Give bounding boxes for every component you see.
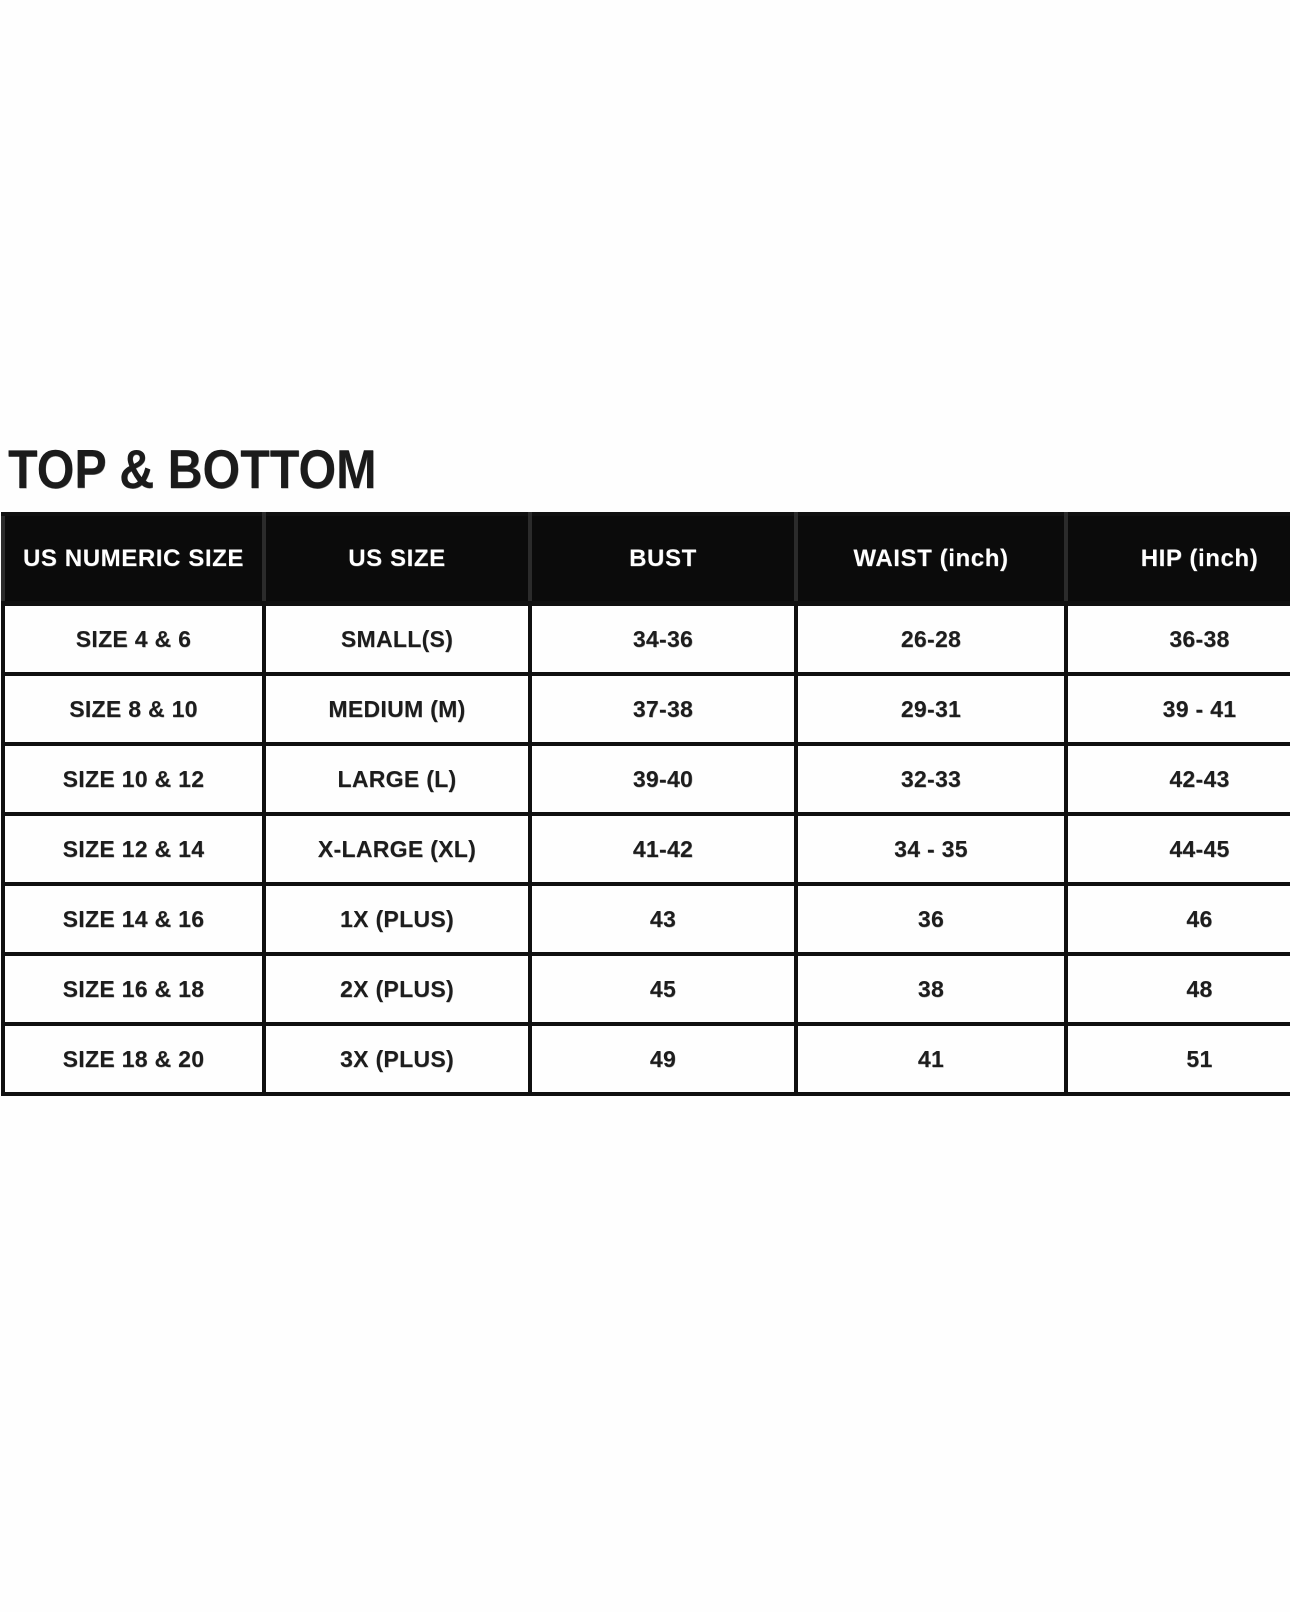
table-cell: 36 — [796, 884, 1066, 954]
table-body — [3, 604, 1290, 1095]
header-row — [3, 514, 1290, 604]
table-cell: 26-28 — [796, 604, 1066, 675]
table-cell: 45 — [530, 954, 796, 1024]
table-cell: 37-38 — [530, 674, 796, 744]
table-row — [3, 814, 1290, 884]
table-row — [3, 744, 1290, 814]
column-header-0: US NUMERIC SIZE — [3, 514, 264, 604]
table-row — [3, 884, 1290, 954]
table-cell: 34 - 35 — [796, 814, 1066, 884]
column-header-3: WAIST (inch) — [796, 514, 1066, 604]
table-cell: SIZE 4 & 6 — [3, 604, 264, 675]
column-header-4: HIP (inch) — [1066, 514, 1290, 604]
table-cell: 51 — [1066, 1024, 1290, 1094]
table-cell: 39 - 41 — [1066, 674, 1290, 744]
table-cell: 46 — [1066, 884, 1290, 954]
table-header — [3, 514, 1290, 604]
table-cell: SIZE 18 & 20 — [3, 1024, 264, 1094]
table-cell: MEDIUM (M) — [264, 674, 530, 744]
table-row — [3, 954, 1290, 1024]
table-cell: SMALL(S) — [264, 604, 530, 675]
table-cell: 39-40 — [530, 744, 796, 814]
table-cell: LARGE (L) — [264, 744, 530, 814]
column-header-2: BUST — [530, 514, 796, 604]
table-cell: 32-33 — [796, 744, 1066, 814]
table-cell: 41-42 — [530, 814, 796, 884]
table-cell: SIZE 10 & 12 — [3, 744, 264, 814]
table-cell: 36-38 — [1066, 604, 1290, 675]
table-row — [3, 1024, 1290, 1094]
table-cell: 38 — [796, 954, 1066, 1024]
table-cell: SIZE 16 & 18 — [3, 954, 264, 1024]
table-cell: 43 — [530, 884, 796, 954]
table-cell: 49 — [530, 1024, 796, 1094]
table-cell: 2X (PLUS) — [264, 954, 530, 1024]
table-cell: 42-43 — [1066, 744, 1290, 814]
table-cell: 3X (PLUS) — [264, 1024, 530, 1094]
table-cell: SIZE 14 & 16 — [3, 884, 264, 954]
table-cell: 48 — [1066, 954, 1290, 1024]
table-row — [3, 604, 1290, 675]
page-title: TOP & BOTTOM — [8, 438, 377, 500]
table-cell: 1X (PLUS) — [264, 884, 530, 954]
table-cell: 34-36 — [530, 604, 796, 675]
table-cell: X-LARGE (XL) — [264, 814, 530, 884]
table-cell: SIZE 8 & 10 — [3, 674, 264, 744]
table-cell: 29-31 — [796, 674, 1066, 744]
table-row — [3, 674, 1290, 744]
table-cell: SIZE 12 & 14 — [3, 814, 264, 884]
table-cell: 41 — [796, 1024, 1066, 1094]
column-header-1: US SIZE — [264, 514, 530, 604]
size-chart-table — [1, 512, 1290, 1096]
table-cell: 44-45 — [1066, 814, 1290, 884]
